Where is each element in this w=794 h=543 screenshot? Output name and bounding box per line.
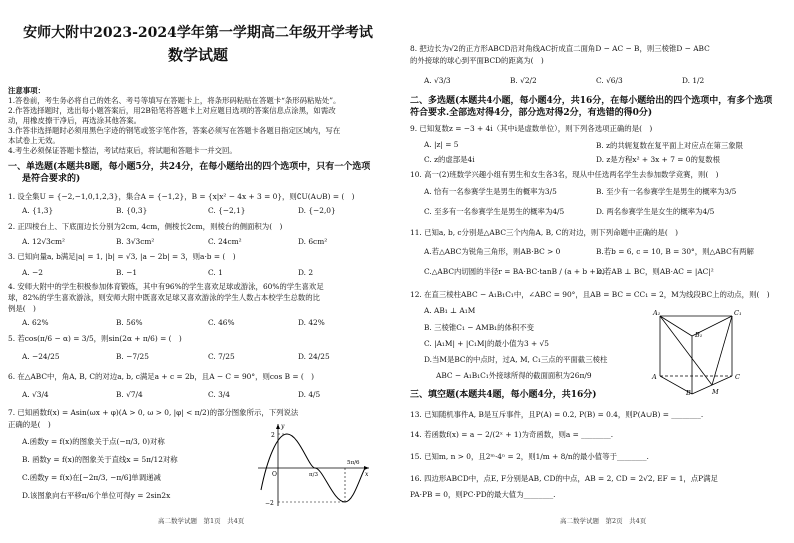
label-a1: A₁ [653,309,661,317]
q7-option-a: A.函数y = f(x)的图象关于点(−π/3, 0)对称 [22,437,165,446]
q6-option-d: D. 4/5 [298,390,321,399]
question-11: 11. 已知a, b, c分别是△ABC三个内角A, B, C的对边，则下列命题中正确的是( ) [410,228,678,237]
exam-title: 安师大附中2023-2024学年第一学期高二年级开学考试 [23,25,373,41]
question-7-cont: 正确的是( ) [8,420,51,429]
q12-option-d-cont: ABC − A₁B₁C₁外接球所得的截面面积为26π/9 [436,371,592,380]
q12-option-c: C. |A₁M| + |C₁M|的最小值为3 + √5 [424,339,549,348]
section-1-heading: 一、单选题(本题共8题，每小题5分，共24分，在每小题给出的四个选项中，只有一个选项 [8,162,371,172]
q12-option-d: D.当M是BC的中点时，过A, M, C₁三点的平面截三棱柱 [424,355,608,364]
q7-option-c: C.函数y = f(x)在[−2π/3, −π/6]单调递减 [22,473,161,482]
label-c: C [735,373,740,381]
q3-option-d: D. 2 [298,268,314,277]
graph-y-bottom-label: −2 [265,500,274,507]
q11-option-a: A.若△ABC为锐角三角形，则AB·BC > 0 [424,247,561,256]
question-7: 7. 已知函数f(x) = Asin(ωx + φ)(A > 0, ω > 0, |φ| < π/2)的部分图象所示，下列说法 [8,408,299,417]
q3-option-a: A. −2 [22,268,43,277]
q4-option-d: D. 42% [298,318,325,327]
q4-option-a: A. 62% [22,318,49,327]
note-line: 2.作答选择题时，选出每小题答案后，用2B铅笔将答题卡上对应题目选项的答案信息点涂黑，如需改 [8,106,336,115]
q8-option-c: C. √6/3 [596,76,623,85]
graph-x-label: x [365,471,369,478]
label-b: B [686,389,691,396]
prism-figure [642,306,752,396]
question-13: 13. 已知随机事件A, B是互斥事件，且P(A) = 0.2, P(B) = 0.4，则P(A∪B) = ________. [410,410,704,419]
question-12: 12. 在直三棱柱ABC − A₁B₁C₁中，∠ABC = 90°，且AB = BC = CC₁ = 2，M为线段BC上的动点，则( ) [410,290,770,299]
q6-option-a: A. √3/4 [22,390,49,399]
q8-option-b: B. √2/2 [510,76,537,85]
graph-x-tick-2: 5π/6 [347,460,360,466]
q2-option-b: B. 3√3cm² [116,237,155,246]
label-b1: B₁ [695,331,703,339]
y-axis-arrow-icon [276,424,280,429]
q10-option-b: B. 至少有一名参赛学生是男生的概率为3/5 [596,187,737,196]
q5-option-d: D. 24/25 [298,352,330,361]
q1-option-b: B. {0,3} [116,206,148,215]
note-line: 3.作答非选择题时必须用黑色字迹的钢笔或签字笔作答，答案必须写在答题卡各题目指定区域内，写在 [8,126,341,135]
q3-option-b: B. −1 [116,268,138,277]
exam-page-1 [8,0,388,543]
q7-option-b: B. 函数y = f(x)的图象关于直线x = 5π/12对称 [22,455,178,464]
q10-option-c: C. 至多有一名参赛学生是男生的概率为4/5 [424,207,565,216]
q2-option-d: D. 6cm² [298,237,328,246]
q1-option-d: D. {−2,0} [298,206,336,215]
question-1: 1. 设全集U = {−2,−1,0,1,2,3}，集合A = {−1,2}，B = {x|x² − 4x + 3 = 0}，则∁U(A∪B) = ( ) [8,192,355,201]
edge-a1b1 [660,316,692,336]
question-8-cont: 的外接球的球心到平面BCD的距离为( ) [410,56,544,65]
q9-option-b: B. z的共轭复数在复平面上对应点在第三象限 [596,141,744,150]
q10-option-a: A. 恰有一名参赛学生是男生的概率为3/5 [424,187,557,196]
q12-option-b: B. 三棱锥C₁ − AMB₁的体积不变 [424,323,535,332]
label-a: A [652,373,657,381]
q9-option-d: D. z是方程x² + 3x + 7 = 0的复数根 [596,155,721,164]
question-2: 2. 正四棱台上、下底面边长分别为2cm, 4cm，侧棱长2cm，则棱台的侧面积为( ) [8,222,283,231]
q1-option-a: A. {1,3} [22,206,54,215]
q10-option-d: D. 两名参赛学生是女生的概率为4/5 [596,207,715,216]
subject-title: 数学试题 [167,46,228,64]
question-4-cont: 例是( ) [8,304,36,313]
q2-option-a: A. 12√3cm² [22,237,65,246]
section-2-heading: 二、多选题(本题共4小题，每小题4分，共16分，在每小题给出的四个选项中，有多个选项 [410,96,773,106]
question-3: 3. 已知向量a, b满足|a| = 1, |b| = √3, |a − 2b| = 3，则a·b = ( ) [8,252,236,261]
sine-function-graph [253,420,373,510]
label-c1: C₁ [734,309,742,317]
question-14: 14. 若函数f(x) = a − 2/(2ˣ + 1)为奇函数，则a = ________. [410,430,614,439]
graph-y-top-label: 2 [271,432,275,439]
question-9: 9. 已知复数z = −3 + 4i（其中i是虚数单位），则下列各选项正确的是( ) [410,124,653,133]
question-16-cont: PA·PB = 0，则PC·PD的最大值为________. [410,490,556,499]
question-15: 15. 已知m, n > 0，且2ᵐ·4ⁿ = 2，则1/m + 8/n的最小值等于________. [410,452,649,461]
page-footer: 高二数学试题 第2页 共4页 [560,517,647,525]
q5-option-b: B. −7/25 [116,352,149,361]
q12-option-a: A. AB₁ ⊥ A₁M [424,306,476,315]
q11-option-c: C.△ABC内切圆的半径r = BA·BC·tanB / (a + b + c) [424,267,606,276]
q9-option-a: A. |z| = 5 [424,140,459,149]
q3-option-c: C. 1 [208,268,223,277]
q1-option-c: C. {−2,1} [208,206,246,215]
graph-y-label: y [281,423,285,430]
question-16: 16. 四边形ABCD中，点E, F分别是AB, CD的中点，AB = 2, CD = 2√2, EF = 1，点P满足 [410,474,718,483]
section-3-heading: 三、填空题(本题共4题，每小题4分，共16分) [410,390,597,400]
question-4-cont: 球，82%的学生喜欢游泳，则安师大附中既喜欢足球又喜欢游泳的学生人数占本校学生总数的比 [8,293,321,302]
q4-option-c: C. 46% [208,318,235,327]
question-10: 10. 高一(2)班数学兴趣小组有男生和女生各3名，现从中任选两名学生去参加数学竞赛，则( ) [410,170,719,179]
note-line: 4.考生必须保证答题卡整洁，考试结束后，将试题和答题卡一并交回。 [8,146,237,155]
q6-option-b: B. √7/4 [116,390,143,399]
q11-option-b: B.若b = 6, c = 10, B = 30°，则△ABC有两解 [596,247,754,256]
exam-page-2 [410,0,790,543]
label-m: M [712,388,719,396]
q11-option-d: D.若AB ⊥ BC，则AB·AC = |AC|² [596,267,714,276]
note-line: 1.答卷前，考生务必将自己的姓名、考号等填写在答题卡上，将条形码粘贴在答题卡“条形码粘贴处”。 [8,96,341,105]
q7-option-d: D.该图象向右平移π/6个单位可得y = 2sin2x [22,491,171,500]
q6-option-c: C. 3/4 [208,390,230,399]
question-6: 6. 在△ABC中，角A, B, C的对边a, b, c满足a + c = 2b，且A − C = 90°，则cos B = ( ) [8,372,315,381]
question-4: 4. 安师大附中的学生积极参加体育锻炼，其中有96%的学生喜欢足球或游泳，60%的学生喜欢足 [8,282,324,291]
segment-c1m [712,316,732,385]
q5-option-c: C. 7/25 [208,352,235,361]
section-1-heading-cont: 是符合要求的) [22,174,81,184]
q5-option-a: A. −24/25 [22,352,60,361]
q2-option-c: C. 24cm² [208,237,242,246]
graph-origin-label: O [272,471,277,478]
q8-option-d: D. 1/2 [682,76,705,85]
question-8: 8. 把边长为√2的正方形ABCD沿对角线AC折成直二面角D − AC − B，则三棱锥D − ABC [410,44,710,53]
q9-option-c: C. z的虚部是4i [424,155,475,164]
note-line: 本试卷上无效。 [8,136,60,145]
q4-option-b: B. 56% [116,318,143,327]
segment-a1m [660,316,712,385]
section-2-heading-cont: 符合要求.全部选对得4分，部分选对得2分，有选错的得0分) [410,108,653,118]
graph-x-tick-1: π/3 [309,472,318,478]
note-line: 动，用橡皮擦干净后，再选涂其他答案。 [8,116,142,125]
notes-header: 注意事项： [8,86,45,95]
question-5: 5. 若cos(π/6 − α) = 3/5，则sin(2α + π/6) = ( ) [8,334,182,343]
page-footer: 高二数学试题 第1页 共4页 [158,517,245,525]
q8-option-a: A. √3/3 [424,76,451,85]
